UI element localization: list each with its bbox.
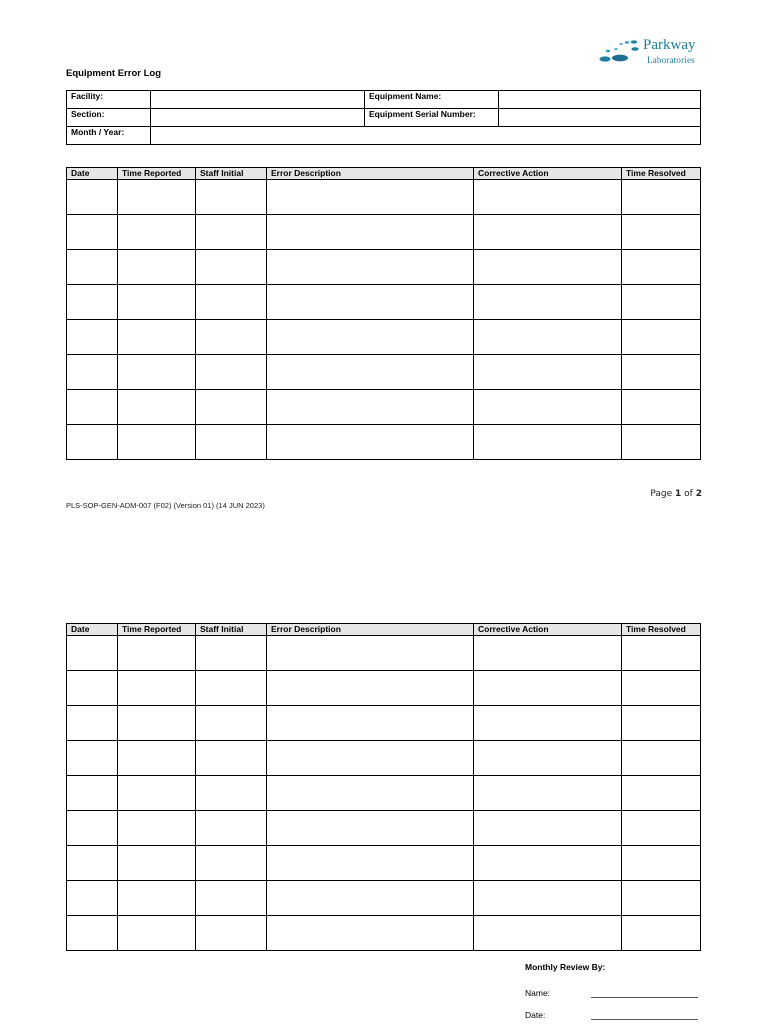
staff-initial-cell[interactable] [196, 285, 267, 320]
error-description-cell[interactable] [267, 846, 474, 881]
page-of: of [684, 489, 693, 499]
error-description-cell[interactable] [267, 741, 474, 776]
table-row [67, 390, 701, 425]
error-description-cell[interactable] [267, 706, 474, 741]
table-row [67, 425, 701, 460]
month-year-field[interactable] [151, 127, 701, 145]
date-cell[interactable] [67, 355, 118, 390]
time-reported-cell[interactable] [118, 250, 196, 285]
table-row [67, 180, 701, 215]
corrective-action-cell[interactable] [474, 776, 622, 811]
table-row [67, 706, 701, 741]
review-date-label: Date: [525, 1010, 546, 1020]
col-error-description-header: Error Description [267, 168, 474, 180]
time-reported-cell[interactable] [118, 776, 196, 811]
staff-initial-cell[interactable] [196, 776, 267, 811]
col-time-reported-header: Time Reported [118, 624, 196, 636]
table-row [67, 215, 701, 250]
time-resolved-cell[interactable] [622, 285, 701, 320]
time-reported-cell[interactable] [118, 916, 196, 951]
facility-field[interactable] [151, 91, 365, 109]
date-cell[interactable] [67, 811, 118, 846]
staff-initial-cell[interactable] [196, 741, 267, 776]
date-cell[interactable] [67, 741, 118, 776]
table-row [67, 741, 701, 776]
document-code: PLS-SOP-GEN-ADM-007 (F02) (Version 01) (14 JUN 2023) [66, 501, 265, 510]
time-resolved-cell[interactable] [622, 425, 701, 460]
date-cell[interactable] [67, 320, 118, 355]
table-row [67, 355, 701, 390]
page-current: 1 [675, 489, 682, 499]
date-cell[interactable] [67, 671, 118, 706]
section-label: Section: [67, 109, 151, 127]
serial-number-field[interactable] [499, 109, 701, 127]
col-corrective-action-header: Corrective Action [474, 168, 622, 180]
date-cell[interactable] [67, 776, 118, 811]
equipment-name-label: Equipment Name: [365, 91, 499, 109]
table-row [67, 916, 701, 951]
month-year-label: Month / Year: [67, 127, 151, 145]
date-cell[interactable] [67, 285, 118, 320]
table-header-row [67, 168, 701, 180]
table-row [67, 285, 701, 320]
col-staff-initial-header: Staff Initial [196, 624, 267, 636]
table-row [67, 811, 701, 846]
corrective-action-cell[interactable] [474, 180, 622, 215]
table-row [67, 636, 701, 671]
staff-initial-cell[interactable] [196, 636, 267, 671]
time-reported-cell[interactable] [118, 320, 196, 355]
error-description-cell[interactable] [267, 285, 474, 320]
error-description-cell[interactable] [267, 811, 474, 846]
corrective-action-cell[interactable] [474, 671, 622, 706]
corrective-action-cell[interactable] [474, 706, 622, 741]
staff-initial-cell[interactable] [196, 881, 267, 916]
staff-initial-cell[interactable] [196, 846, 267, 881]
time-resolved-cell[interactable] [622, 320, 701, 355]
table-row [67, 881, 701, 916]
document-title: Equipment Error Log [66, 68, 161, 79]
corrective-action-cell[interactable] [474, 285, 622, 320]
logo-mark-icon [596, 39, 642, 67]
page-total: 2 [695, 489, 702, 499]
info-row [67, 127, 701, 145]
serial-number-label: Equipment Serial Number: [365, 109, 499, 127]
time-reported-cell[interactable] [118, 355, 196, 390]
error-description-cell[interactable] [267, 390, 474, 425]
error-log-table-continued [66, 623, 701, 951]
time-reported-cell[interactable] [118, 425, 196, 460]
col-corrective-action-header: Corrective Action [474, 624, 622, 636]
error-description-cell[interactable] [267, 250, 474, 285]
col-time-resolved-header: Time Resolved [622, 168, 701, 180]
col-error-description-header: Error Description [267, 624, 474, 636]
error-log-table [66, 167, 701, 460]
corrective-action-cell[interactable] [474, 916, 622, 951]
time-resolved-cell[interactable] [622, 811, 701, 846]
info-row [67, 91, 701, 109]
staff-initial-cell[interactable] [196, 390, 267, 425]
corrective-action-cell[interactable] [474, 636, 622, 671]
page-number [620, 489, 702, 499]
corrective-action-cell[interactable] [474, 320, 622, 355]
equipment-name-field[interactable] [499, 91, 701, 109]
col-date-header: Date [67, 624, 118, 636]
table-header-row [67, 624, 701, 636]
corrective-action-cell[interactable] [474, 390, 622, 425]
staff-initial-cell[interactable] [196, 425, 267, 460]
corrective-action-cell[interactable] [474, 846, 622, 881]
time-resolved-cell[interactable] [622, 776, 701, 811]
time-reported-cell[interactable] [118, 811, 196, 846]
time-reported-cell[interactable] [118, 390, 196, 425]
time-reported-cell[interactable] [118, 636, 196, 671]
time-reported-cell[interactable] [118, 671, 196, 706]
time-reported-cell[interactable] [118, 846, 196, 881]
section-field[interactable] [151, 109, 365, 127]
error-description-cell[interactable] [267, 671, 474, 706]
table-row [67, 846, 701, 881]
corrective-action-cell[interactable] [474, 741, 622, 776]
date-cell[interactable] [67, 706, 118, 741]
staff-initial-cell[interactable] [196, 215, 267, 250]
table-row [67, 320, 701, 355]
date-cell[interactable] [67, 881, 118, 916]
staff-initial-cell[interactable] [196, 180, 267, 215]
parkway-logo [596, 36, 708, 70]
facility-label: Facility: [67, 91, 151, 109]
staff-initial-cell[interactable] [196, 811, 267, 846]
time-resolved-cell[interactable] [622, 180, 701, 215]
corrective-action-cell[interactable] [474, 355, 622, 390]
time-resolved-cell[interactable] [622, 916, 701, 951]
error-description-cell[interactable] [267, 636, 474, 671]
error-description-cell[interactable] [267, 320, 474, 355]
error-description-cell[interactable] [267, 776, 474, 811]
time-reported-cell[interactable] [118, 215, 196, 250]
time-resolved-cell[interactable] [622, 881, 701, 916]
staff-initial-cell[interactable] [196, 320, 267, 355]
table-row [67, 671, 701, 706]
col-time-resolved-header: Time Resolved [622, 624, 701, 636]
table-row [67, 776, 701, 811]
page-prefix: Page [650, 489, 673, 499]
date-cell[interactable] [67, 425, 118, 460]
corrective-action-cell[interactable] [474, 425, 622, 460]
corrective-action-cell[interactable] [474, 881, 622, 916]
review-date-field[interactable] [591, 1019, 698, 1020]
col-date-header: Date [67, 168, 118, 180]
logo-brand-text: Parkway [643, 37, 696, 53]
col-time-reported-header: Time Reported [118, 168, 196, 180]
time-resolved-cell[interactable] [622, 741, 701, 776]
time-resolved-cell[interactable] [622, 215, 701, 250]
time-reported-cell[interactable] [118, 285, 196, 320]
staff-initial-cell[interactable] [196, 916, 267, 951]
table-row [67, 250, 701, 285]
corrective-action-cell[interactable] [474, 811, 622, 846]
staff-initial-cell[interactable] [196, 671, 267, 706]
review-name-label: Name: [525, 988, 551, 998]
time-reported-cell[interactable] [118, 180, 196, 215]
date-cell[interactable] [67, 390, 118, 425]
time-resolved-cell[interactable] [622, 846, 701, 881]
time-resolved-cell[interactable] [622, 355, 701, 390]
time-resolved-cell[interactable] [622, 250, 701, 285]
corrective-action-cell[interactable] [474, 215, 622, 250]
corrective-action-cell[interactable] [474, 250, 622, 285]
staff-initial-cell[interactable] [196, 355, 267, 390]
error-description-cell[interactable] [267, 180, 474, 215]
time-resolved-cell[interactable] [622, 671, 701, 706]
time-reported-cell[interactable] [118, 741, 196, 776]
date-cell[interactable] [67, 916, 118, 951]
error-description-cell[interactable] [267, 355, 474, 390]
col-staff-initial-header: Staff Initial [196, 168, 267, 180]
date-cell[interactable] [67, 250, 118, 285]
logo-subtitle-text: Laboratories [647, 55, 695, 65]
info-table [66, 90, 701, 145]
error-description-cell[interactable] [267, 881, 474, 916]
time-resolved-cell[interactable] [622, 706, 701, 741]
date-cell[interactable] [67, 846, 118, 881]
error-description-cell[interactable] [267, 425, 474, 460]
info-row [67, 109, 701, 127]
staff-initial-cell[interactable] [196, 250, 267, 285]
date-cell[interactable] [67, 636, 118, 671]
error-description-cell[interactable] [267, 916, 474, 951]
error-description-cell[interactable] [267, 215, 474, 250]
monthly-review-title: Monthly Review By: [525, 962, 606, 972]
review-name-field[interactable] [591, 997, 698, 998]
staff-initial-cell[interactable] [196, 706, 267, 741]
date-cell[interactable] [67, 215, 118, 250]
time-resolved-cell[interactable] [622, 636, 701, 671]
time-reported-cell[interactable] [118, 881, 196, 916]
time-reported-cell[interactable] [118, 706, 196, 741]
time-resolved-cell[interactable] [622, 390, 701, 425]
date-cell[interactable] [67, 180, 118, 215]
